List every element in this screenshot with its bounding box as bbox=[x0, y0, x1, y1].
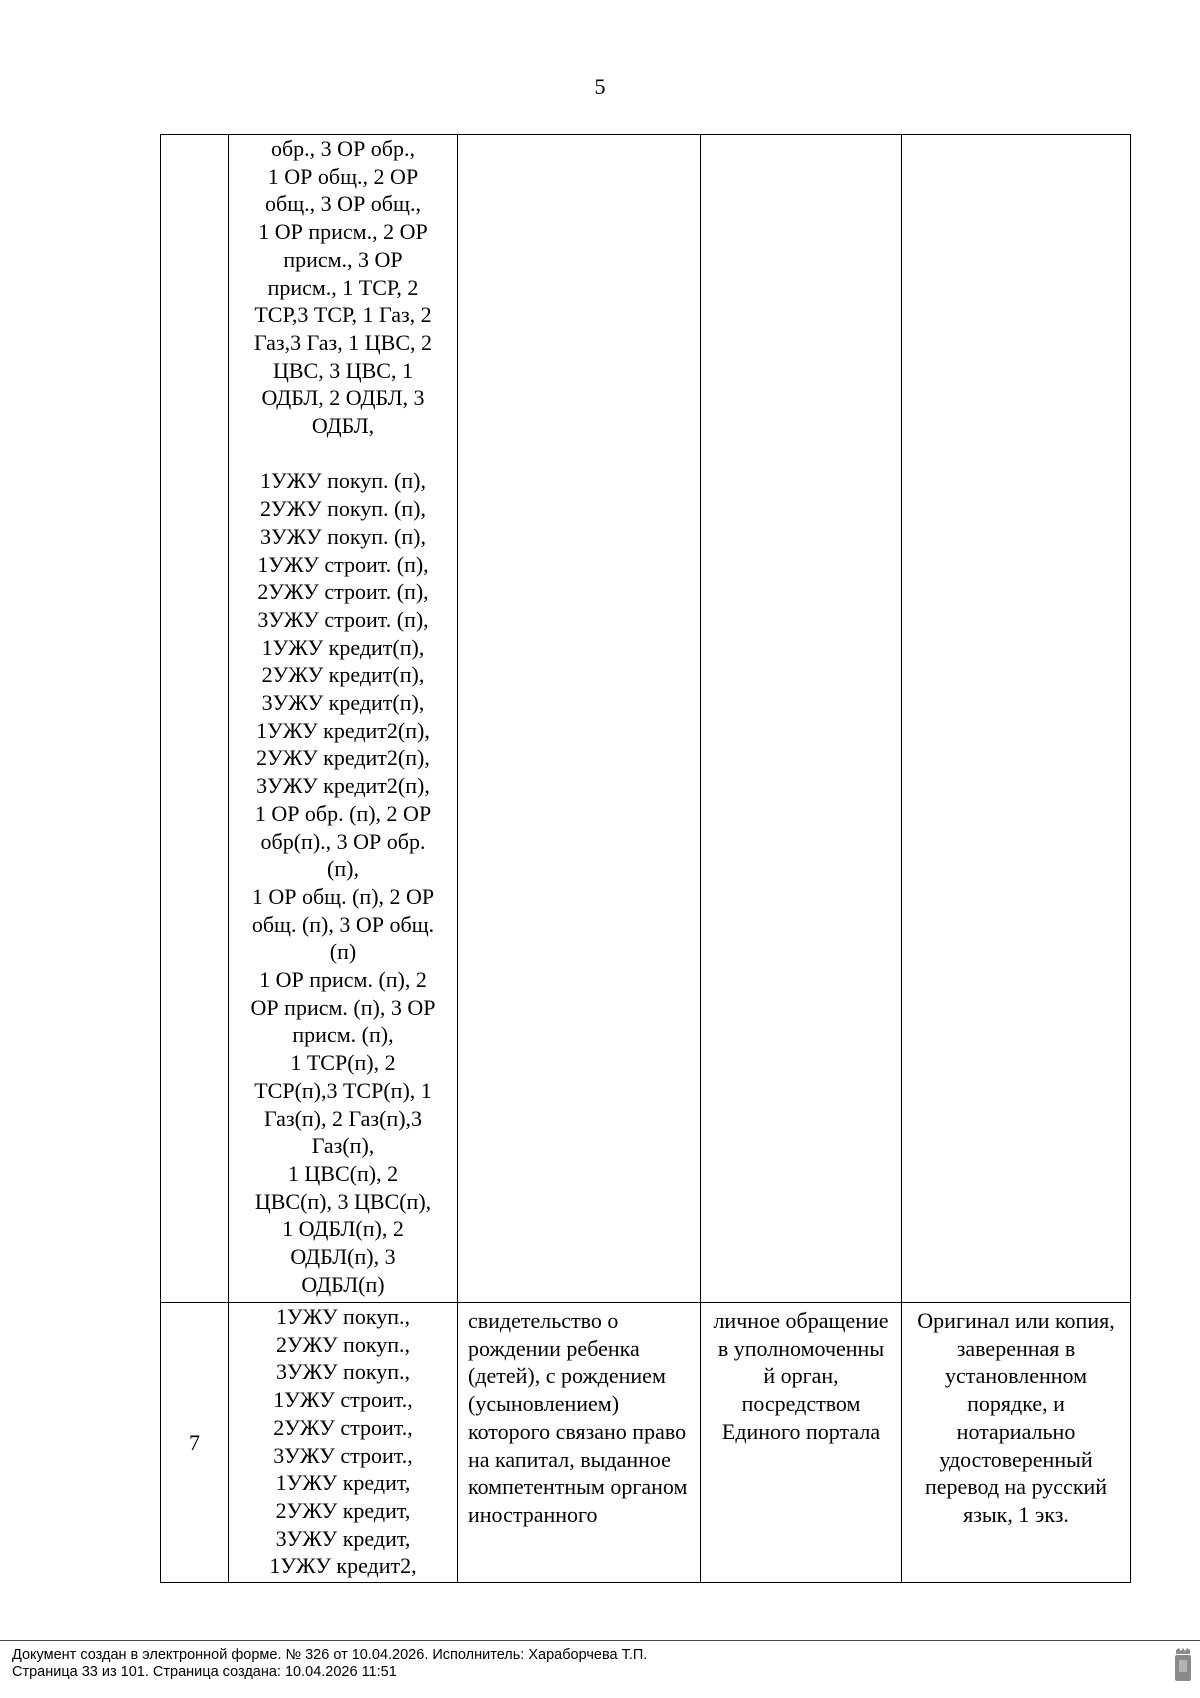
footer bbox=[12, 1647, 647, 1681]
requirements-table bbox=[160, 134, 1131, 1583]
service-codes: 1УЖУ покуп., 2УЖУ покуп., 3УЖУ покуп., 1УЖУ строит., 2УЖУ строит., 3УЖУ строит., 1УЖУ кредит, 2УЖУ кредит, 3УЖУ кредит, 1УЖУ кредит2, bbox=[269, 1304, 417, 1579]
cell-number-empty bbox=[161, 135, 229, 1303]
page-number: 5 bbox=[594, 74, 606, 99]
footer-divider bbox=[0, 1640, 1200, 1641]
table-row bbox=[161, 135, 1131, 1303]
cell-document-empty bbox=[458, 135, 701, 1303]
coat-of-arms-icon bbox=[1173, 1648, 1193, 1682]
table-row bbox=[161, 1303, 1131, 1583]
blank-line bbox=[229, 440, 457, 468]
cell-submission-method: личное обращение в уполномоченны й орган, посредством Единого портала bbox=[701, 1303, 902, 1583]
cell-document-description: свидетельство о рождении ребенка (детей), с рождением (усыновлением) которого связано право на капитал, выданное компетентным органом иностранного bbox=[458, 1303, 701, 1583]
row-number: 7 bbox=[161, 1303, 229, 1583]
footer-line-document: Документ создан в электронной форме. № 326 от 10.04.2026. Исполнитель: Хараборчева Т.П. bbox=[12, 1647, 648, 1663]
cell-document-form: Оригинал или копия, заверенная в установленном порядке, и нотариально удостоверенный перевод на русский язык, 1 экз. bbox=[902, 1303, 1131, 1583]
service-codes-part1: обр., 3 ОР обр., 1 ОР общ., 2 ОР общ., 3 ОР общ., 1 ОР присм., 2 ОР присм., 3 ОР присм., 1 ТСР, 2 ТСР,3 ТСР, 1 Газ, 2 Газ,3 Газ, 1 ЦВС, 2 ЦВС, 3 ЦВС, 1 ОДБЛ, 2 ОДБЛ, 3 ОДБЛ, bbox=[254, 136, 432, 439]
cell-form-empty bbox=[902, 135, 1131, 1303]
cell-service-codes bbox=[229, 1303, 458, 1583]
cell-service-codes bbox=[229, 135, 458, 1303]
footer-line-page: Страница 33 из 101. Страница создана: 10.04.2026 11:51 bbox=[12, 1664, 397, 1680]
cell-method-empty bbox=[701, 135, 902, 1303]
service-codes-part2: 1УЖУ покуп. (п), 2УЖУ покуп. (п), 3УЖУ покуп. (п), 1УЖУ строит. (п), 2УЖУ строит. (п), 3УЖУ строит. (п), 1УЖУ кредит(п), 2УЖУ кредит(п), 3УЖУ кредит(п), 1УЖУ кредит2(п), 2УЖУ кредит2(п), 3УЖУ кредит2(п), 1 ОР обр. (п), 2 ОР обр(п)., 3 ОР обр. (п), 1 ОР общ. (п), 2 ОР общ. (п), 3 ОР общ. (п) 1 ОР присм. (п), 2 ОР присм. (п), 3 ОР присм. (п), 1 ТСР(п), 2 ТСР(п),3 ТСР(п), 1 Газ(п), 2 Газ(п),3 Газ(п), 1 ЦВС(п), 2 ЦВС(п), 3 ЦВС(п), 1 ОДБЛ(п), 2 ОДБЛ(п), 3 ОДБЛ(п) bbox=[250, 468, 436, 1297]
